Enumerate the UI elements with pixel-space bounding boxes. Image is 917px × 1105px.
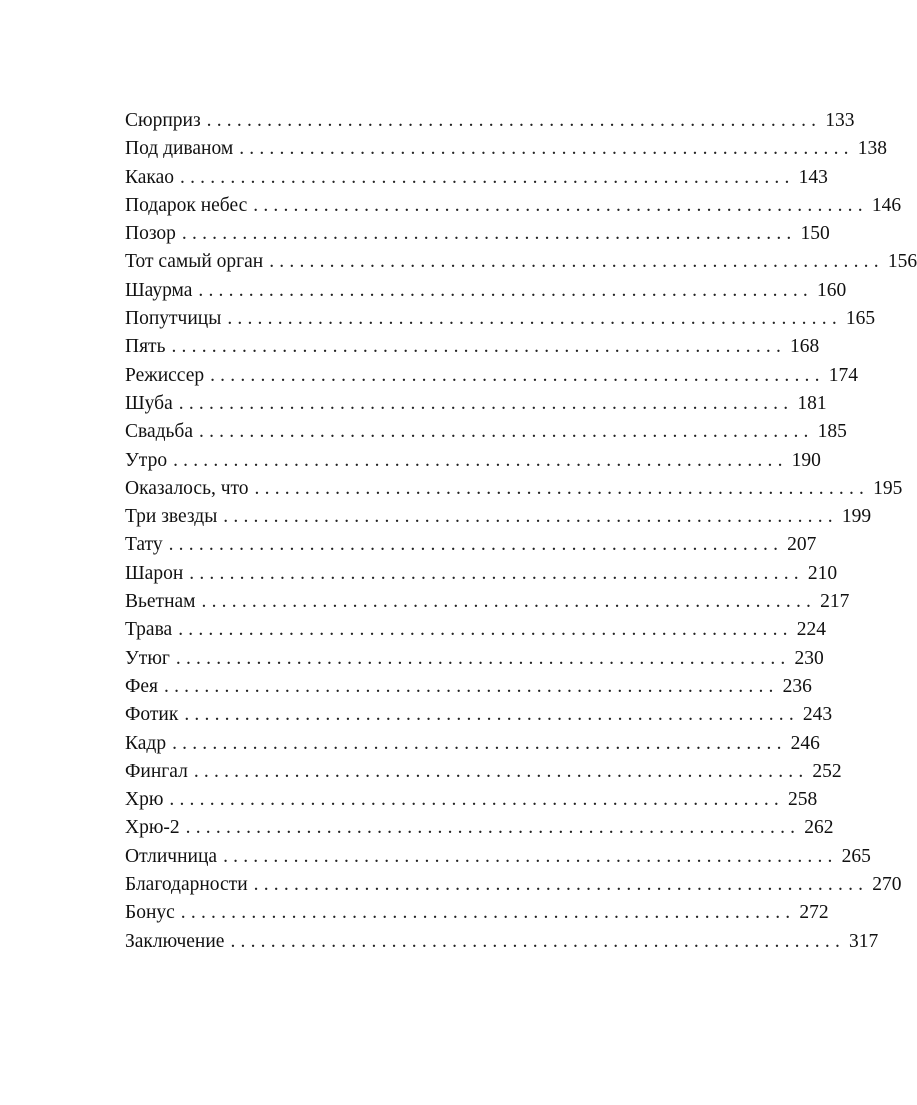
toc-entry-page: 150 xyxy=(800,223,830,245)
toc-dot-leader: ............................................................. xyxy=(198,279,813,301)
toc-entry-page: 262 xyxy=(804,817,834,839)
toc-dot-leader: ............................................................. xyxy=(178,619,793,641)
toc-entry-page: 265 xyxy=(841,845,871,867)
toc-entry[interactable] xyxy=(125,899,829,927)
toc-dot-leader: ............................................................. xyxy=(199,421,814,443)
toc-entry-title: Какао xyxy=(125,166,174,188)
toc-dot-leader: ............................................................. xyxy=(227,308,842,330)
toc-dot-leader: ............................................................. xyxy=(185,817,801,839)
toc-dot-leader: ............................................................. xyxy=(223,506,838,528)
toc-entry-page: 207 xyxy=(787,534,817,556)
toc-dot-leader: ............................................................. xyxy=(180,166,795,188)
toc-entry[interactable] xyxy=(125,305,876,333)
toc-entry[interactable] xyxy=(125,588,850,616)
toc-entry-page: 146 xyxy=(871,194,902,216)
toc-entry-title: Режиссер xyxy=(125,364,205,386)
toc-dot-leader: ............................................................. xyxy=(175,647,791,669)
toc-entry-title: Хрю-2 xyxy=(125,817,180,839)
toc-entry[interactable] xyxy=(125,107,855,135)
toc-entry-page: 270 xyxy=(872,874,902,896)
toc-entry-page: 181 xyxy=(797,392,827,414)
toc-entry-page: 210 xyxy=(807,562,838,584)
toc-entry-title: Сюрприз xyxy=(125,110,201,131)
toc-dot-leader: ............................................................. xyxy=(178,392,794,414)
toc-entry[interactable] xyxy=(125,531,817,559)
toc-entry[interactable] xyxy=(125,786,818,814)
toc-entry-title: Утро xyxy=(125,449,168,471)
toc-dot-leader: ............................................................. xyxy=(223,845,838,867)
toc-dot-leader: ............................................................. xyxy=(230,930,846,952)
toc-entry[interactable] xyxy=(125,673,812,701)
toc-entry-page: 252 xyxy=(812,760,842,782)
toc-entry-page: 236 xyxy=(782,675,812,697)
toc-entry-page: 195 xyxy=(873,477,903,499)
toc-entry-page: 165 xyxy=(845,308,876,330)
toc-entry-page: 246 xyxy=(790,732,820,754)
toc-entry-page: 133 xyxy=(825,110,855,131)
toc-entry-title: Фея xyxy=(125,675,159,697)
toc-entry[interactable] xyxy=(125,418,847,446)
toc-dot-leader: ............................................................. xyxy=(172,732,787,754)
toc-entry[interactable] xyxy=(125,475,903,503)
toc-entry-title: Фингал xyxy=(125,760,188,782)
toc-entry[interactable] xyxy=(125,645,824,673)
toc-entry-page: 185 xyxy=(817,421,847,443)
toc-entry-page: 156 xyxy=(887,251,917,273)
toc-entry-title: Тату xyxy=(125,534,163,556)
toc-entry-page: 258 xyxy=(787,789,818,811)
toc-entry-title: Благодарности xyxy=(125,874,248,896)
toc-entry-title: Фотик xyxy=(125,704,179,726)
toc-dot-leader: ............................................................. xyxy=(168,534,784,556)
toc-entry[interactable] xyxy=(125,503,872,531)
toc-dot-leader: ............................................................. xyxy=(171,336,787,358)
toc-entry-title: Позор xyxy=(125,223,176,245)
toc-entry[interactable] xyxy=(125,277,847,305)
toc-dot-leader: ............................................................. xyxy=(253,874,869,896)
toc-entry[interactable] xyxy=(125,192,902,220)
toc-entry[interactable] xyxy=(125,701,833,729)
toc-entry[interactable] xyxy=(125,248,917,276)
toc-entry-title: Утюг xyxy=(125,647,170,669)
toc-entry-title: Отличница xyxy=(125,845,218,867)
toc-dot-leader: ............................................................. xyxy=(254,477,870,499)
toc-dot-leader: ............................................................. xyxy=(269,251,884,273)
toc-entry[interactable] xyxy=(125,730,820,758)
toc-dot-leader: ............................................................. xyxy=(206,110,822,131)
toc-dot-leader: ............................................................. xyxy=(210,364,825,386)
toc-entry[interactable] xyxy=(125,220,830,248)
toc-entry[interactable] xyxy=(125,362,858,390)
toc-entry[interactable] xyxy=(125,616,827,644)
toc-dot-leader: ............................................................. xyxy=(169,789,784,811)
toc-entry[interactable] xyxy=(125,164,828,192)
toc-entry-page: 230 xyxy=(794,647,824,669)
toc-entry-page: 272 xyxy=(799,902,829,924)
toc-entry-title: Подарок небес xyxy=(125,194,248,216)
toc-entry-page: 199 xyxy=(841,506,872,528)
toc-entry-title: Под диваном xyxy=(125,138,234,160)
toc-dot-leader: ............................................................. xyxy=(189,562,804,584)
toc-dot-leader: ............................................................. xyxy=(253,194,868,216)
toc-entry-title: Оказалось, что xyxy=(125,477,249,499)
toc-entry-page: 143 xyxy=(798,166,828,188)
toc-entry-page: 243 xyxy=(802,704,833,726)
toc-dot-leader: ............................................................. xyxy=(201,591,817,613)
toc-entry[interactable] xyxy=(125,871,902,899)
toc-entry-title: Три звезды xyxy=(125,506,218,528)
toc-entry[interactable] xyxy=(125,333,820,361)
toc-entry-page: 217 xyxy=(820,591,850,613)
toc-dot-leader: ............................................................. xyxy=(184,704,799,726)
toc-entry-page: 174 xyxy=(828,364,858,386)
toc-entry-title: Шуба xyxy=(125,392,173,414)
toc-entry-title: Заключение xyxy=(125,930,225,952)
toc-entry[interactable] xyxy=(125,814,834,842)
toc-entry[interactable] xyxy=(125,560,838,588)
toc-dot-leader: ............................................................. xyxy=(164,675,779,697)
toc-entry-title: Попутчицы xyxy=(125,308,222,330)
toc-dot-leader: ............................................................. xyxy=(181,223,797,245)
toc-entry-title: Тот самый орган xyxy=(125,251,264,273)
toc-entry-page: 190 xyxy=(791,449,821,471)
toc-entry[interactable] xyxy=(125,758,842,786)
toc-entry-page: 317 xyxy=(849,930,879,952)
toc-entry[interactable] xyxy=(125,390,827,418)
toc-entry-page: 160 xyxy=(816,279,847,301)
toc-entry[interactable] xyxy=(125,928,879,956)
toc-dot-leader: ............................................................. xyxy=(193,760,809,782)
toc-entry[interactable] xyxy=(125,843,871,871)
toc-entry-title: Шаурма xyxy=(125,279,193,301)
table-of-contents xyxy=(125,107,917,956)
toc-entry-title: Кадр xyxy=(125,732,167,754)
toc-entry-title: Свадьба xyxy=(125,421,194,443)
toc-dot-leader: ............................................................. xyxy=(173,449,788,471)
toc-entry-title: Хрю xyxy=(125,789,164,811)
toc-entry-page: 224 xyxy=(796,619,827,641)
toc-entry-title: Пять xyxy=(125,336,166,358)
toc-dot-leader: ............................................................. xyxy=(180,902,796,924)
toc-entry-page: 138 xyxy=(857,138,888,160)
toc-entry-title: Трава xyxy=(125,619,173,641)
toc-dot-leader: ............................................................. xyxy=(239,138,854,160)
toc-entry-title: Шарон xyxy=(125,562,184,584)
toc-entry-title: Бонус xyxy=(125,902,175,924)
toc-entry-page: 168 xyxy=(790,336,820,358)
toc-entry-title: Вьетнам xyxy=(125,591,196,613)
toc-entry[interactable] xyxy=(125,447,821,475)
toc-entry[interactable] xyxy=(125,135,888,163)
